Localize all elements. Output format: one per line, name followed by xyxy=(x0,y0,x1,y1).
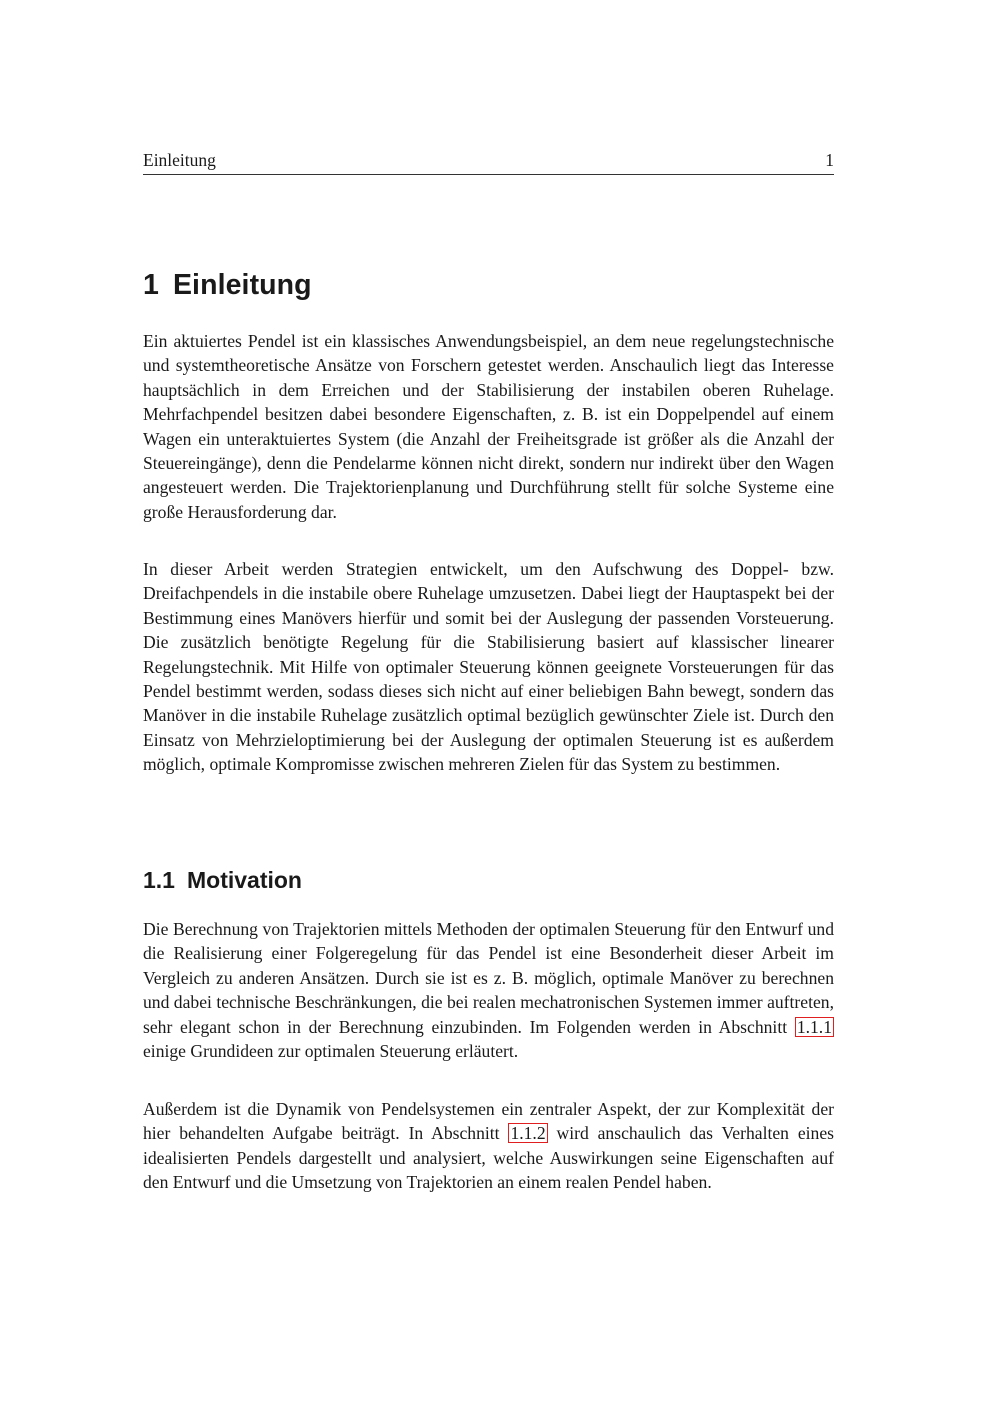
section-ref-link-1-1-2[interactable]: 1.1.2 xyxy=(510,1123,546,1144)
intro-paragraph-2: In dieser Arbeit werden Strategien entwickelt, um den Aufschwung des Doppel- bzw. Dreifachpendels in die instabile obere Ruhelage umzusetzen. Dabei liegt der Hauptaspekt bei der Bestimmung eines Manövers hierfür und somit bei der Auslegung der passenden Vorsteuerung. Die zusätzlich benötigte Regelung für die Stabilisierung basiert auf klassischer linearer Regelungstechnik. Mit Hilfe von optimaler Steuerung können geeignete Vorsteuerungen für das Pendel bestimmt werden, sodass dieses sich nicht auf einer beliebigen Bahn bewegt, sondern das Manöver in die instabile Ruhelage zusätzlich optimal bezüglich gewünschter Ziele ist. Durch den Einsatz von Mehrzieloptimierung bei der Auslegung der optimalen Steuerung ist es außerdem möglich, optimale Kompromisse zwischen mehreren Zielen für das System zu bestimmen. xyxy=(143,559,834,775)
motivation-paragraph-2-text-b: wird anschaulich das Verhalten eines idealisierten Pendels dargestellt und analysiert, welche Auswirkungen seine Eigenschaften auf den Entwurf und die Umsetzung von Trajektorien an einem realen Pendel haben. xyxy=(143,1123,834,1193)
chapter-heading xyxy=(143,267,312,303)
motivation-paragraph-1-text-b: einige Grundideen zur optimalen Steuerung erläutert. xyxy=(143,1041,519,1062)
section-number: 1.1 xyxy=(143,867,175,893)
running-header xyxy=(143,148,834,175)
motivation-paragraph-2 xyxy=(143,1097,834,1195)
section-ref-link-1-1-1[interactable]: 1.1.1 xyxy=(796,1016,832,1037)
motivation-paragraph-1-text-a: Die Berechnung von Trajektorien mittels Methoden der optimalen Steuerung für den Entwurf und die Realisierung einer Folgeregelung für das Pendel ist eine Besonderheit dieser Arbeit im Vergleich zu anderen Ansätzen. Durch sie ist es z. B. möglich, optimale Manöver zu berechnen und dabei technische Beschränkungen, die bei realen mechatronischen Systemen immer auftreten, sehr elegant schon in der Berechnung einzubinden. Im Folgenden werden in Abschnitt xyxy=(143,919,834,1037)
header-chapter-title: Einleitung xyxy=(143,150,216,170)
chapter-number: 1 xyxy=(143,269,159,301)
motivation-paragraph-1 xyxy=(143,917,834,1063)
section-title: Motivation xyxy=(186,867,302,893)
intro-paragraph-1: Ein aktuiertes Pendel ist ein klassisches Anwendungsbeispiel, an dem neue regelungstechnische und systemtheoretische Ansätze von Forschern getestet werden. Anschaulich liegt das Interesse hauptsächlich in dem Erreichen und der Stabilisierung der instabilen oberen Ruhelage. Mehrfachpendel besitzen dabei besondere Eigenschaften, z. B. ist ein Doppelpendel auf einem Wagen ein unteraktuiertes System (die Anzahl der Freiheitsgrade ist größer als die Anzahl der Steuereingänge), denn die Pendelarme können nicht direkt, sondern nur indirekt über den Wagen angesteuert werden. Die Trajektorienplanung und Durchführung stellt für solche Systeme eine große Herausforderung dar. xyxy=(143,331,834,522)
section-heading xyxy=(143,865,302,895)
header-page-number: 1 xyxy=(825,150,834,170)
motivation-paragraph-2-text-a: Außerdem ist die Dynamik von Pendelsystemen ein zentraler Aspekt, der zur Komplexität der hier behandelten Aufgabe beiträgt. In Abschnitt xyxy=(143,1099,834,1144)
document-page xyxy=(143,0,834,1415)
chapter-title: Einleitung xyxy=(172,269,312,301)
